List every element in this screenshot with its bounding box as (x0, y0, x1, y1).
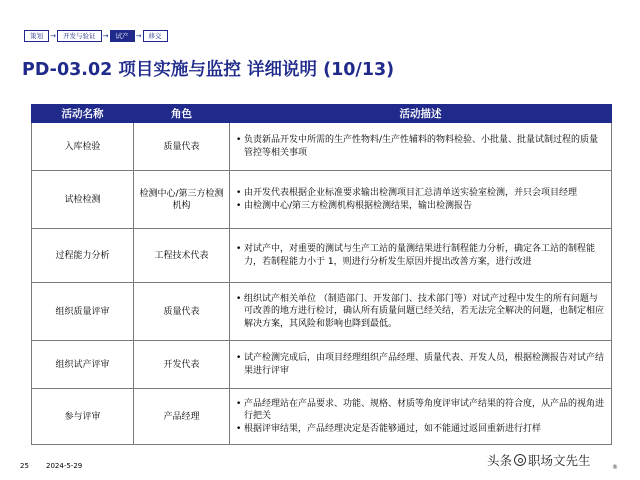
header-role: 角色 (134, 105, 230, 123)
watermark (487, 451, 591, 469)
activity-name: 过程能力分析 (32, 229, 134, 283)
activity-role: 质量代表 (134, 283, 230, 341)
process-flow (24, 30, 168, 42)
description-bullet: • 对试产中，对重要的测试与生产工站的量测结果进行制程能力分析，确定各工站的制程能力，若制程能力小于 1，则进行分析发生原因并提出改善方案，进行改进 (236, 243, 606, 268)
page-title: PD-03.02 项目实施与监控 详细说明 (10/13) (22, 60, 395, 80)
description-bullet: • 由检测中心/第三方检测机构根据检测结果，输出检测报告 (236, 200, 606, 213)
activity-description (230, 341, 612, 389)
activity-role: 开发代表 (134, 341, 230, 389)
table-header-row (32, 105, 612, 123)
table-row (32, 341, 612, 389)
activity-role: 检测中心/第三方检测机构 (134, 171, 230, 229)
activity-name: 参与评审 (32, 389, 134, 445)
step-planning[interactable]: 策划 (24, 30, 49, 42)
activity-description (230, 389, 612, 445)
step-handover[interactable]: 移交 (143, 30, 168, 42)
activity-description (230, 229, 612, 283)
activity-role: 工程技术代表 (134, 229, 230, 283)
arrow-right-icon: → (50, 32, 56, 40)
description-bullet: • 根据评审结果，产品经理决定是否能够通过，如不能通过返回重新进行打样 (236, 423, 606, 436)
description-bullet: • 负责新品开发中所需的生产性物料/生产性辅料的物料检验、小批量、批量试制过程的质量管控等相关事项 (236, 134, 606, 159)
activity-name: 入库检验 (32, 123, 134, 171)
footer-date: 2024-5-29 (46, 462, 83, 470)
description-bullet: • 组织试产相关单位 （制造部门、开发部门、技术部门等）对试产过程中发生的所有问题与可改善的地方进行检讨，确认所有质量问题已经关结，若无法完全解决的问题，也制定相应解决方案，其风险和影响也降到最低。 (236, 293, 606, 331)
registered-mark: ® (612, 464, 618, 471)
activity-table (31, 104, 612, 445)
description-bullet: • 产品经理站在产品要求、功能、规格、材质等角度评审试产结果的符合度，从产品的视角进行把关 (236, 398, 606, 423)
activity-description (230, 171, 612, 229)
description-bullet: • 试产检测完成后，由项目经理组织产品经理、质量代表、开发人员，根据检测报告对试产结果进行评审 (236, 352, 606, 377)
page-number: 25 (20, 462, 29, 470)
table-row (32, 123, 612, 171)
table-row (32, 283, 612, 341)
activity-name: 组织试产评审 (32, 341, 134, 389)
activity-role: 质量代表 (134, 123, 230, 171)
arrow-right-icon: → (102, 32, 109, 40)
activity-description (230, 283, 612, 341)
header-activity-description: 活动描述 (230, 105, 612, 123)
activity-role: 产品经理 (134, 389, 230, 445)
arrow-right-icon: → (135, 32, 142, 40)
step-trial-production[interactable]: 试产 (110, 30, 135, 42)
description-bullet: • 由开发代表根据企业标准要求输出检测项目汇总清单送实验室检测，并只会项目经理 (236, 187, 606, 200)
table-row (32, 229, 612, 283)
watermark-handle: 职场文先生 (528, 453, 591, 468)
table-row (32, 171, 612, 229)
activity-name: 试检检测 (32, 171, 134, 229)
activity-name: 组织质量评审 (32, 283, 134, 341)
watermark-prefix: 头条 (487, 453, 513, 468)
camera-lens-icon (514, 454, 526, 466)
table-row (32, 389, 612, 445)
header-activity-name: 活动名称 (32, 105, 134, 123)
step-development[interactable]: 开发与验证 (57, 30, 102, 42)
activity-description (230, 123, 612, 171)
